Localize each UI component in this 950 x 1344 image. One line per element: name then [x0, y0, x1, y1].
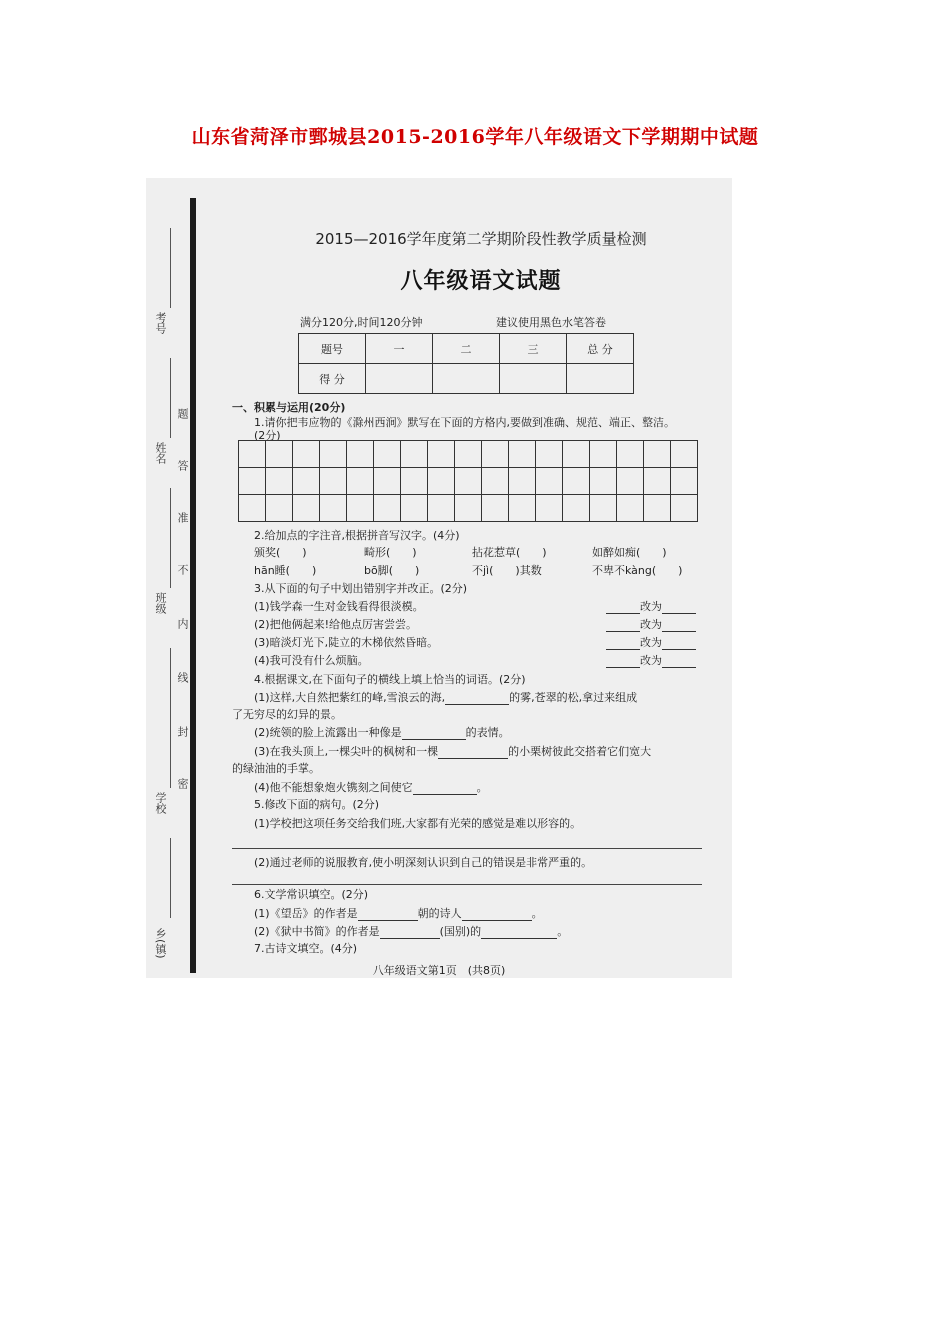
grid-cell	[536, 441, 563, 468]
grid-cell	[563, 441, 590, 468]
question-4-item-cont: 的绿油油的手掌。	[232, 762, 320, 775]
grid-cell	[266, 441, 293, 468]
binding-label-name: 姓名	[154, 442, 167, 464]
grid-cell	[266, 495, 293, 522]
question-5-item: (2)通过老师的说服教育,使小明深刻认识到自己的错误是非常严重的。	[254, 856, 593, 869]
binding-line	[190, 198, 196, 973]
score-table	[298, 333, 634, 394]
binding-warning-char: 准	[176, 512, 189, 523]
grid-cell	[347, 441, 374, 468]
binding-field-line	[170, 488, 171, 588]
grid-cell	[590, 468, 617, 495]
grid-cell	[401, 495, 428, 522]
binding-field-line	[170, 648, 171, 788]
grid-cell	[428, 495, 455, 522]
exam-title: 八年级语文试题	[400, 269, 562, 294]
binding-warning-char: 不	[176, 564, 189, 575]
question-6: 6.文学常识填空。(2分)	[254, 888, 369, 901]
question-2-item: 不jì( )其数	[472, 564, 542, 577]
binding-field-line	[170, 228, 171, 308]
binding-label-school: 学校	[154, 792, 167, 814]
grid-cell	[455, 441, 482, 468]
grid-cell	[563, 495, 590, 522]
binding-warning-char: 题	[176, 408, 189, 419]
score-cell	[567, 364, 634, 394]
page-title: 山东省菏泽市鄄城县2015-2016学年八年级语文下学期期中试题	[191, 126, 759, 148]
grid-cell	[293, 468, 320, 495]
question-1: 1.请你把韦应物的《滁州西涧》默写在下面的方格内,要做到准确、规范、端正、整洁。	[254, 416, 675, 429]
grid-cell	[671, 441, 698, 468]
binding-label-exam-number: 考号	[154, 312, 167, 334]
exam-meta-score-time: 满分120分,时间120分钟	[300, 316, 423, 329]
grid-cell	[455, 468, 482, 495]
exam-header-line: 2015—2016学年度第二学期阶段性教学质量检测	[315, 230, 647, 248]
grid-cell	[509, 495, 536, 522]
answer-line	[232, 884, 702, 885]
grid-cell	[671, 468, 698, 495]
question-5-item: (1)学校把这项任务交给我们班,大家都有光荣的感觉是难以形容的。	[254, 817, 582, 830]
question-3: 3.从下面的句子中划出错别字并改正。(2分)	[254, 582, 468, 595]
grid-cell	[617, 495, 644, 522]
grid-cell	[509, 468, 536, 495]
score-row-label: 得 分	[299, 364, 366, 394]
question-2-item: 拈花惹草( )	[472, 546, 547, 559]
binding-field-line	[170, 358, 171, 438]
question-3-item: (1)钱学森一生对金钱看得很淡模。	[254, 600, 424, 613]
question-1-points: (2分)	[254, 429, 281, 442]
grid-cell	[320, 468, 347, 495]
grid-cell	[401, 441, 428, 468]
correction-line: 改为	[606, 598, 696, 614]
grid-cell	[266, 468, 293, 495]
binding-warning-char: 线	[176, 672, 189, 683]
grid-cell	[347, 495, 374, 522]
grid-cell	[644, 495, 671, 522]
grid-cell	[536, 468, 563, 495]
correction-line: 改为	[606, 652, 696, 668]
scanned-exam-page	[146, 178, 732, 978]
question-7: 7.古诗文填空。(4分)	[254, 942, 358, 955]
question-2-item: hān睡( )	[254, 564, 317, 577]
grid-cell	[320, 495, 347, 522]
question-6-item: (1)《望岳》的作者是 朝的诗人 。	[254, 907, 543, 920]
section-title: 一、积累与运用(20分)	[232, 401, 346, 414]
grid-cell	[482, 468, 509, 495]
grid-cell	[482, 441, 509, 468]
question-2-item: bō脚( )	[364, 564, 420, 577]
grid-cell	[428, 468, 455, 495]
grid-cell	[536, 495, 563, 522]
score-table-header: 三	[500, 334, 567, 364]
grid-cell	[590, 441, 617, 468]
grid-cell	[617, 468, 644, 495]
grid-cell	[293, 495, 320, 522]
grid-cell	[509, 441, 536, 468]
grid-cell	[671, 495, 698, 522]
grid-cell	[347, 468, 374, 495]
grid-cell	[590, 495, 617, 522]
score-table-header: 总 分	[567, 334, 634, 364]
question-4-item: (2)统领的脸上流露出一种像是 的表情。	[254, 726, 510, 739]
binding-warning-char: 封	[176, 726, 189, 737]
question-4-item: (1)这样,大自然把紫红的峰,雪浪云的海, 的雾,苍翠的松,拿过来组成	[254, 691, 638, 704]
question-4-item: (3)在我头顶上,一棵尖叶的枫树和一棵 的小栗树彼此交搭着它们宽大	[254, 745, 652, 758]
question-2-item: 如醉如痴( )	[592, 546, 667, 559]
grid-cell	[374, 468, 401, 495]
grid-cell	[320, 441, 347, 468]
grid-cell	[482, 495, 509, 522]
grid-cell	[239, 468, 266, 495]
score-table-header: 一	[366, 334, 433, 364]
question-3-item: (3)暗淡灯光下,陡立的木梯依然昏暗。	[254, 636, 439, 649]
binding-warning-char: 内	[176, 618, 189, 629]
grid-cell	[428, 441, 455, 468]
question-4-item-cont: 了无穷尽的幻异的景。	[232, 708, 342, 721]
question-5: 5.修改下面的病句。(2分)	[254, 798, 380, 811]
score-cell	[366, 364, 433, 394]
grid-cell	[293, 441, 320, 468]
binding-warning-char: 答	[176, 460, 189, 471]
correction-line: 改为	[606, 634, 696, 650]
page-footer: 八年级语文第1页 (共8页)	[372, 964, 506, 977]
answer-line	[232, 848, 702, 849]
grid-cell	[644, 468, 671, 495]
binding-field-line	[170, 838, 171, 918]
writing-grid	[238, 440, 698, 522]
grid-cell	[239, 441, 266, 468]
question-2-item: 不卑不kàng( )	[592, 564, 683, 577]
score-cell	[433, 364, 500, 394]
question-2-item: 颁奖( )	[254, 546, 307, 559]
grid-cell	[644, 441, 671, 468]
question-2: 2.给加点的字注音,根据拼音写汉字。(4分)	[254, 529, 460, 542]
score-table-header: 二	[433, 334, 500, 364]
binding-label-town: 乡(镇)	[154, 928, 167, 959]
grid-cell	[563, 468, 590, 495]
grid-cell	[401, 468, 428, 495]
grid-cell	[617, 441, 644, 468]
question-4-item: (4)他不能想象炮火镌刻之间使它 。	[254, 781, 488, 794]
grid-cell	[455, 495, 482, 522]
question-6-item: (2)《狱中书简》的作者是 (国别)的 。	[254, 925, 569, 938]
grid-cell	[374, 441, 401, 468]
binding-label-class: 班级	[154, 592, 167, 614]
score-table-header: 题号	[299, 334, 366, 364]
binding-warning-char: 密	[176, 778, 189, 789]
grid-cell	[239, 495, 266, 522]
grid-cell	[374, 495, 401, 522]
question-2-item: 畸形( )	[364, 546, 417, 559]
score-cell	[500, 364, 567, 394]
question-4: 4.根据课文,在下面句子的横线上填上恰当的词语。(2分)	[254, 673, 526, 686]
exam-meta-instruction: 建议使用黑色水笔答卷	[496, 316, 606, 329]
correction-line: 改为	[606, 616, 696, 632]
question-3-item: (2)把他俩起来!给他点厉害尝尝。	[254, 618, 417, 631]
question-3-item: (4)我可没有什么烦脑。	[254, 654, 369, 667]
